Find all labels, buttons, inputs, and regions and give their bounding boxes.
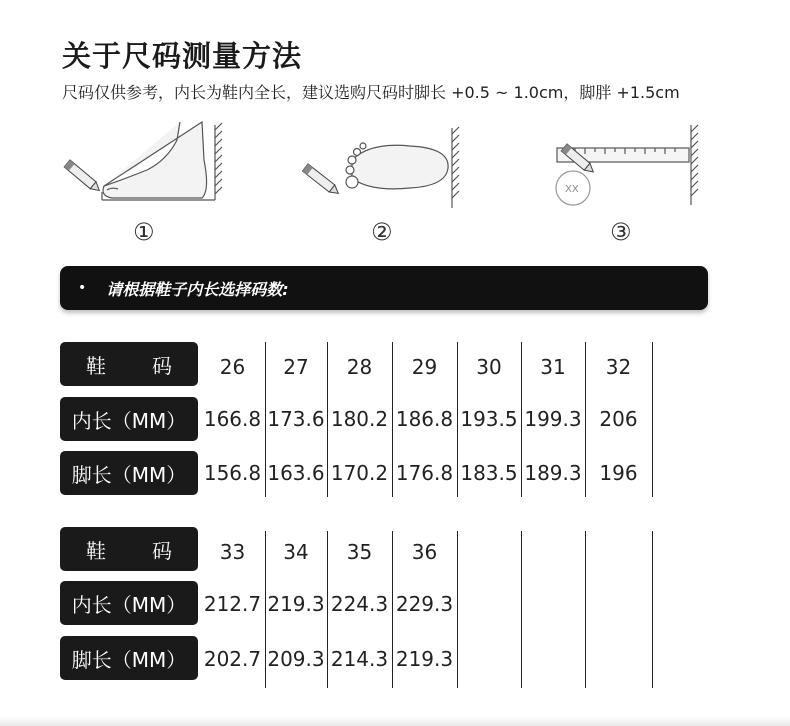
ruler-measure-illustration (545, 120, 720, 220)
table1-foot-cell: 156.8 (203, 461, 262, 485)
table1-foot-cell: 170.2 (330, 461, 389, 485)
table1-divider (521, 342, 522, 497)
foot-top-illustration (300, 120, 475, 220)
table2-foot-cell: 209.3 (267, 647, 325, 671)
table1-inner-length-header: 内长（MM） (60, 397, 198, 441)
table2-foot-cell: 202.7 (203, 647, 262, 671)
table1-size-cell: 26 (219, 355, 246, 379)
step-1-label: ① (133, 218, 155, 246)
table1-foot-cell: 183.5 (460, 461, 518, 485)
table2-foot-length-header: 脚长（MM） (60, 636, 198, 680)
foot-side-illustration (62, 120, 237, 220)
table2-divider (392, 531, 393, 688)
header-size-char: 码 (152, 353, 172, 378)
step-2-label: ② (371, 218, 393, 246)
table1-divider (457, 342, 458, 497)
table1-size-cell: 27 (283, 355, 309, 379)
table2-divider (265, 531, 266, 688)
table2-divider (652, 531, 653, 688)
table1-size-cell: 32 (605, 355, 632, 379)
step-3-label: ③ (610, 218, 632, 246)
table1-divider (392, 342, 393, 497)
page-subtitle: 尺码仅供参考，内长为鞋内全长，建议选购尺码时脚长 +0.5 ~ 1.0cm，脚胖 +1.5cm (62, 83, 680, 102)
table1-foot-cell: 163.6 (267, 461, 325, 485)
table2-foot-cell: 219.3 (395, 647, 454, 671)
table2-foot-cell: 214.3 (330, 647, 389, 671)
bullet-icon: • (78, 280, 87, 296)
table2-shoe-size-header (60, 527, 198, 571)
instruction-banner (60, 266, 708, 310)
table1-divider (327, 342, 328, 497)
header-size-char: 码 (152, 538, 172, 563)
table1-foot-cell: 189.3 (524, 461, 582, 485)
table2-inner-length-header: 内长（MM） (60, 581, 198, 625)
table2-divider (521, 531, 522, 688)
table1-foot-length-header: 脚长（MM） (60, 451, 198, 495)
header-shoe-char: 鞋 (86, 538, 106, 563)
table2-size-cell: 34 (283, 540, 309, 564)
table2-size-cell: 33 (219, 540, 246, 564)
table1-foot-cell: 196 (599, 461, 638, 485)
table2-size-cell: 36 (411, 540, 438, 564)
table2-size-cell: 35 (346, 540, 373, 564)
table1-divider (265, 342, 266, 497)
table2-divider (457, 531, 458, 688)
ruler-mark-text: XX (565, 184, 579, 195)
table2-divider (585, 531, 586, 688)
table1-shoe-size-header (60, 342, 198, 386)
table1-divider (585, 342, 586, 497)
table2-inner-cell: 219.3 (267, 592, 325, 616)
table2-inner-cell: 212.7 (203, 592, 262, 616)
table1-size-cell: 28 (346, 355, 373, 379)
table1-inner-cell: 186.8 (395, 407, 454, 431)
header-shoe-char: 鞋 (86, 353, 106, 378)
table2-divider (327, 531, 328, 688)
table1-size-cell: 30 (476, 355, 502, 379)
table1-inner-cell: 180.2 (330, 407, 389, 431)
bottom-shadow (0, 716, 790, 726)
table1-size-cell: 29 (411, 355, 438, 379)
table1-inner-cell: 173.6 (267, 407, 325, 431)
table2-inner-cell: 224.3 (330, 592, 389, 616)
table2-inner-cell: 229.3 (395, 592, 454, 616)
table1-inner-cell: 193.5 (460, 407, 518, 431)
page-title: 关于尺码测量方法 (62, 39, 303, 73)
banner-text: 请根据鞋子内长选择码数: (106, 279, 289, 299)
table1-foot-cell: 176.8 (395, 461, 454, 485)
table1-inner-cell: 166.8 (203, 407, 262, 431)
table1-size-cell: 31 (540, 355, 566, 379)
table1-inner-cell: 199.3 (524, 407, 582, 431)
table1-inner-cell: 206 (599, 407, 638, 431)
table1-divider (652, 342, 653, 497)
